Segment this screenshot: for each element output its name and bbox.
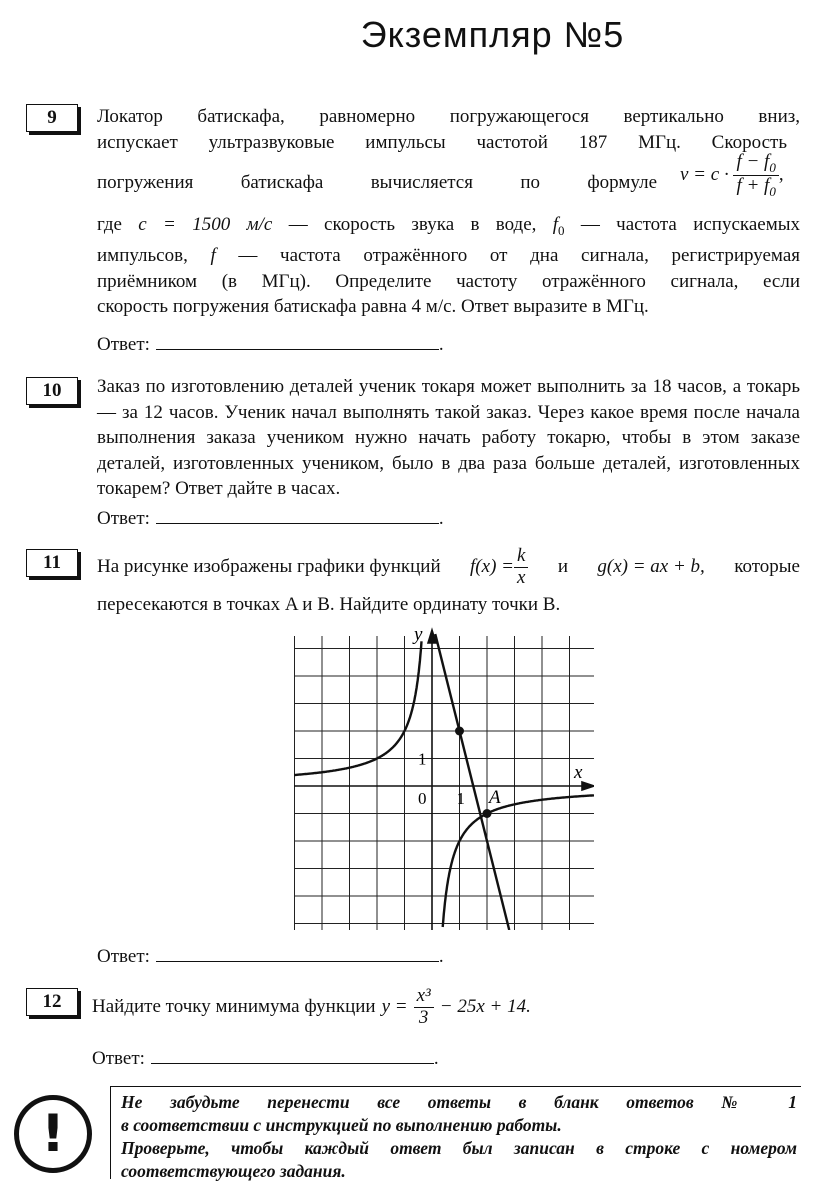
point-a (483, 809, 492, 818)
hyperbola-right-branch (443, 795, 594, 927)
x-axis-arrow (582, 782, 594, 790)
task-9-answer[interactable]: Ответ: . (97, 334, 444, 355)
x-unit-label: 1 (456, 789, 465, 808)
task-11-answer[interactable]: Ответ: . (97, 946, 444, 967)
y-unit-label: 1 (418, 749, 427, 769)
notice-box: Не забудьте перенести все ответы в бланк ответов № 1 в соответствии с инструкцией по выполнению работы. Проверьте, чтобы каждый ответ был записан в строке с номером соответствующего задания. (110, 1086, 801, 1179)
page-title: Экземпляр №5 (360, 14, 625, 55)
origin-label: 0 (418, 789, 427, 808)
task-9-number: 9 (26, 104, 78, 132)
task-10-number: 10 (26, 377, 78, 405)
task-9-formula: v = c · $\frac{f - f_0}{f + f_0}$ , (680, 151, 784, 199)
task-11-text: На рисунке изображены графики функций f(x) = $\frac{k}{x}$ и g(x) = ax + b, которые (97, 545, 800, 588)
exclamation-icon: ! (14, 1095, 92, 1173)
hyperbola-left-branch (294, 641, 422, 775)
task-12-answer[interactable]: Ответ: . (92, 1048, 439, 1069)
task-9-text-2: где c = 1500 м/с — скорость звука в воде, $f_0$ — частота испускаемых импульсов, f — частота отражённого от дна сигнала, регистрируемая приёмником (в МГц). Определите частоту отражённого сигнала, если скорость погружения батискафа равна 4 м/с. Ответ выразите в МГц. (97, 214, 801, 318)
task-9-text: Локатор батискафа, равномерно погружающегося вертикально вниз, испускает ультразвуковые импульсы частотой 187 МГц. Скорость (97, 106, 800, 153)
point-a-label: A (489, 787, 501, 808)
function-graph (294, 626, 594, 930)
task-12-number: 12 (26, 988, 78, 1016)
point-b (455, 727, 464, 736)
task-10-answer[interactable]: Ответ: . (97, 508, 444, 529)
task-9-formula-text: погружения батискафа вычисляется по формуле (97, 172, 657, 193)
task-10-text: Заказ по изготовлению деталей ученик токаря может выполнить за 18 часов, а токарь — за 12 часов. Ученик начал выполнять такой заказ. Через какое время после начала выполнения заказа учеником нужно начать работу токарю, чтобы в этом заказе деталей, изготовленных учеником, было в два раза больше деталей, изготовленных токарем? Ответ дайте в часах. (97, 376, 800, 499)
task-11-text-2: пересекаются в точках A и B. Найдите ординату точки B. (97, 594, 561, 615)
task-12-text: Найдите точку минимума функции y = $\frac{\text{x³}}{3}$ − 25x + 14. (92, 985, 531, 1028)
task-11-number: 11 (26, 549, 78, 577)
x-axis-label: x (574, 762, 583, 783)
y-axis-label: y (414, 626, 423, 645)
